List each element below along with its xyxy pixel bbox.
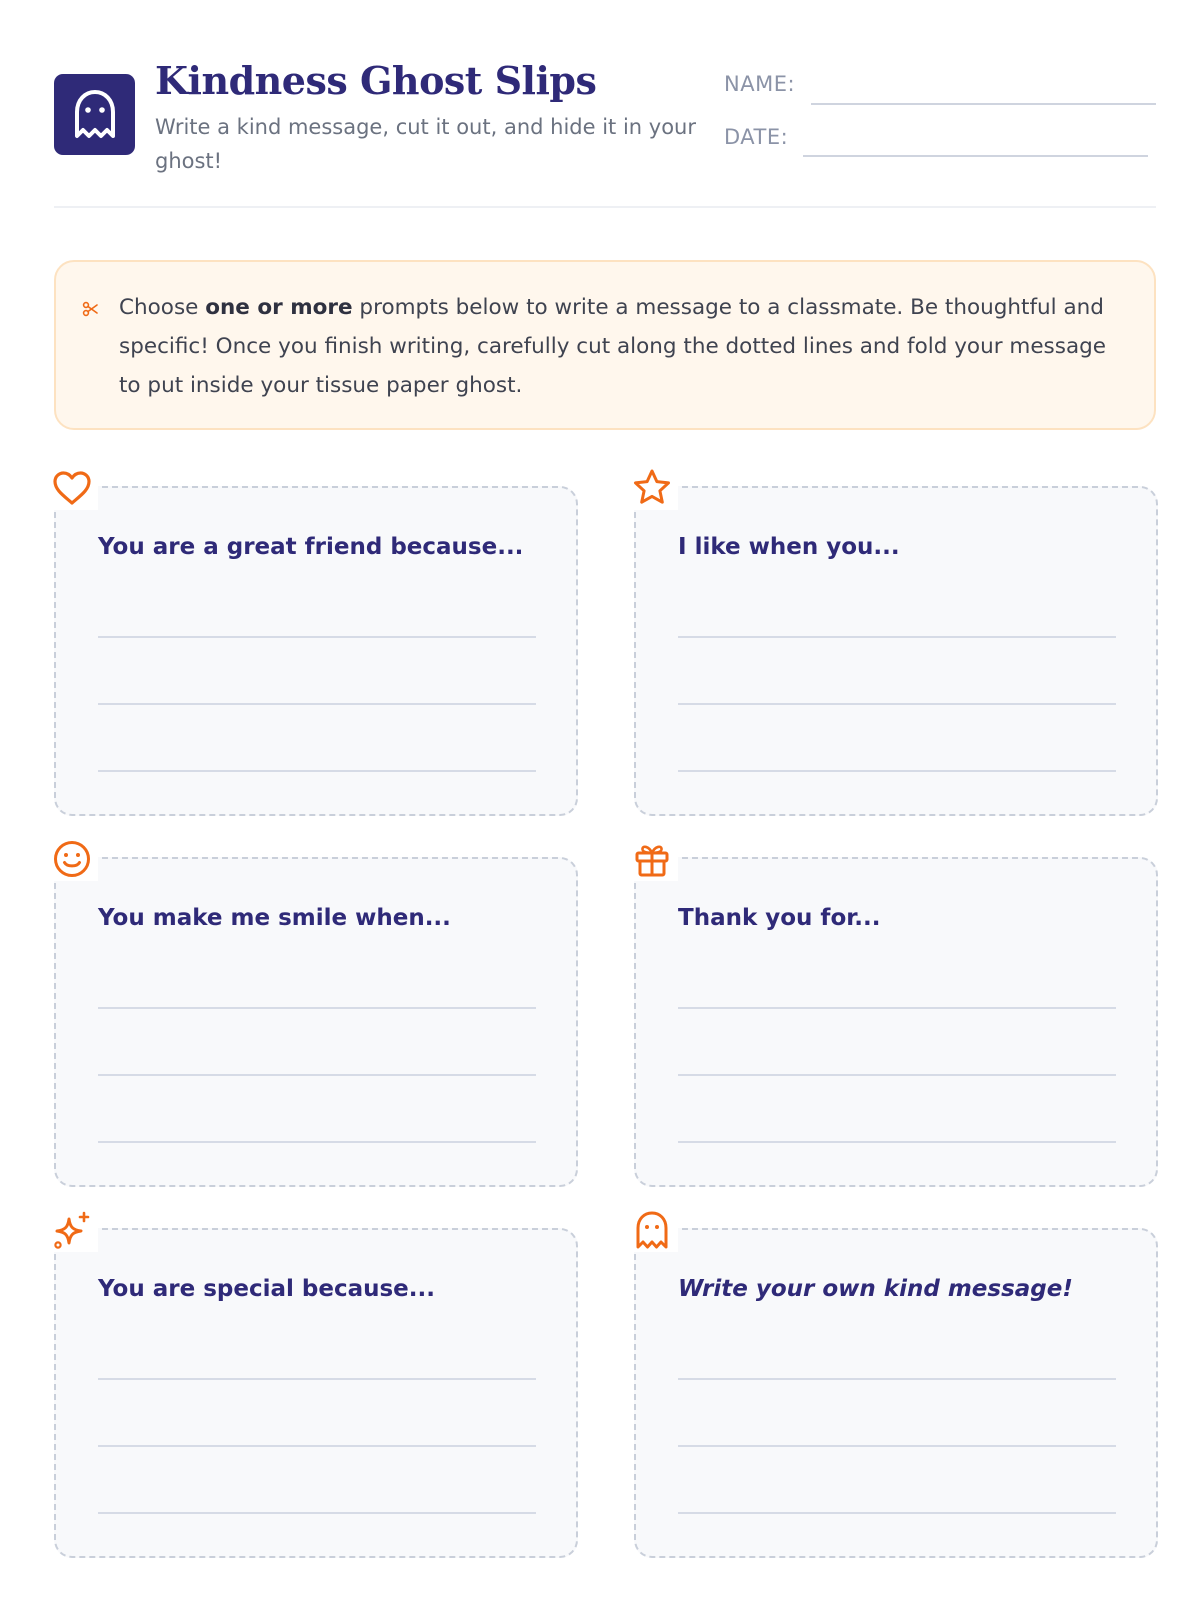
write-line[interactable] bbox=[678, 770, 1116, 772]
card-prompt: You are special because... bbox=[98, 1276, 435, 1302]
name-line[interactable] bbox=[811, 103, 1156, 105]
smiley-icon bbox=[52, 839, 92, 879]
logo bbox=[54, 74, 135, 155]
scissors-icon bbox=[82, 300, 100, 318]
write-line[interactable] bbox=[98, 1378, 536, 1380]
card-prompt: You make me smile when... bbox=[98, 905, 451, 931]
message-slip-1 bbox=[54, 486, 578, 816]
message-slip-4 bbox=[634, 857, 1158, 1187]
card-prompt: I like when you... bbox=[678, 534, 900, 560]
write-line[interactable] bbox=[98, 1512, 536, 1514]
card-icon-holder bbox=[626, 466, 678, 510]
card-prompt: Write your own kind message! bbox=[678, 1276, 1073, 1302]
gift-icon bbox=[632, 839, 672, 879]
sparkles-icon bbox=[52, 1210, 92, 1250]
page-subtitle: Write a kind message, cut it out, and hide it in your ghost! bbox=[155, 115, 696, 173]
worksheet-header bbox=[54, 58, 1156, 208]
message-slip-2 bbox=[634, 486, 1158, 816]
message-slip-6 bbox=[634, 1228, 1158, 1558]
write-line[interactable] bbox=[678, 636, 1116, 638]
write-line[interactable] bbox=[678, 1141, 1116, 1143]
write-line[interactable] bbox=[98, 1141, 536, 1143]
write-line[interactable] bbox=[678, 1378, 1116, 1380]
page-title: Kindness Ghost Slips bbox=[155, 58, 597, 103]
card-icon-holder bbox=[626, 1208, 678, 1252]
write-line[interactable] bbox=[98, 703, 536, 705]
card-prompt: Thank you for... bbox=[678, 905, 881, 931]
instructions-emphasis: one or more bbox=[205, 295, 353, 320]
instructions-box bbox=[54, 260, 1156, 430]
card-icon-holder bbox=[46, 1208, 98, 1252]
write-line[interactable] bbox=[98, 636, 536, 638]
card-icon-holder bbox=[46, 466, 98, 510]
message-slip-5 bbox=[54, 1228, 578, 1558]
star-icon bbox=[632, 468, 672, 508]
write-line[interactable] bbox=[678, 703, 1116, 705]
write-line[interactable] bbox=[678, 1445, 1116, 1447]
ghost-icon bbox=[71, 88, 119, 142]
card-icon-holder bbox=[626, 837, 678, 881]
date-label: DATE: bbox=[724, 125, 789, 149]
name-label: NAME: bbox=[724, 72, 796, 96]
write-line[interactable] bbox=[98, 1007, 536, 1009]
card-icon-holder bbox=[46, 837, 98, 881]
write-line[interactable] bbox=[98, 1445, 536, 1447]
ghost-icon bbox=[632, 1209, 672, 1251]
instructions-text: Choose one or more prompts below to write a message to a classmate. Be thoughtful and specific! Once you finish writing, carefully cut along the dotted lines and fold your message to put inside your tissue paper ghost. bbox=[119, 295, 1107, 398]
write-line[interactable] bbox=[678, 1007, 1116, 1009]
write-line[interactable] bbox=[678, 1512, 1116, 1514]
write-line[interactable] bbox=[98, 770, 536, 772]
card-prompt: You are a great friend because... bbox=[98, 534, 524, 560]
message-slip-3 bbox=[54, 857, 578, 1187]
write-line[interactable] bbox=[98, 1074, 536, 1076]
write-line[interactable] bbox=[678, 1074, 1116, 1076]
date-line[interactable] bbox=[803, 155, 1148, 157]
heart-icon bbox=[52, 470, 92, 506]
